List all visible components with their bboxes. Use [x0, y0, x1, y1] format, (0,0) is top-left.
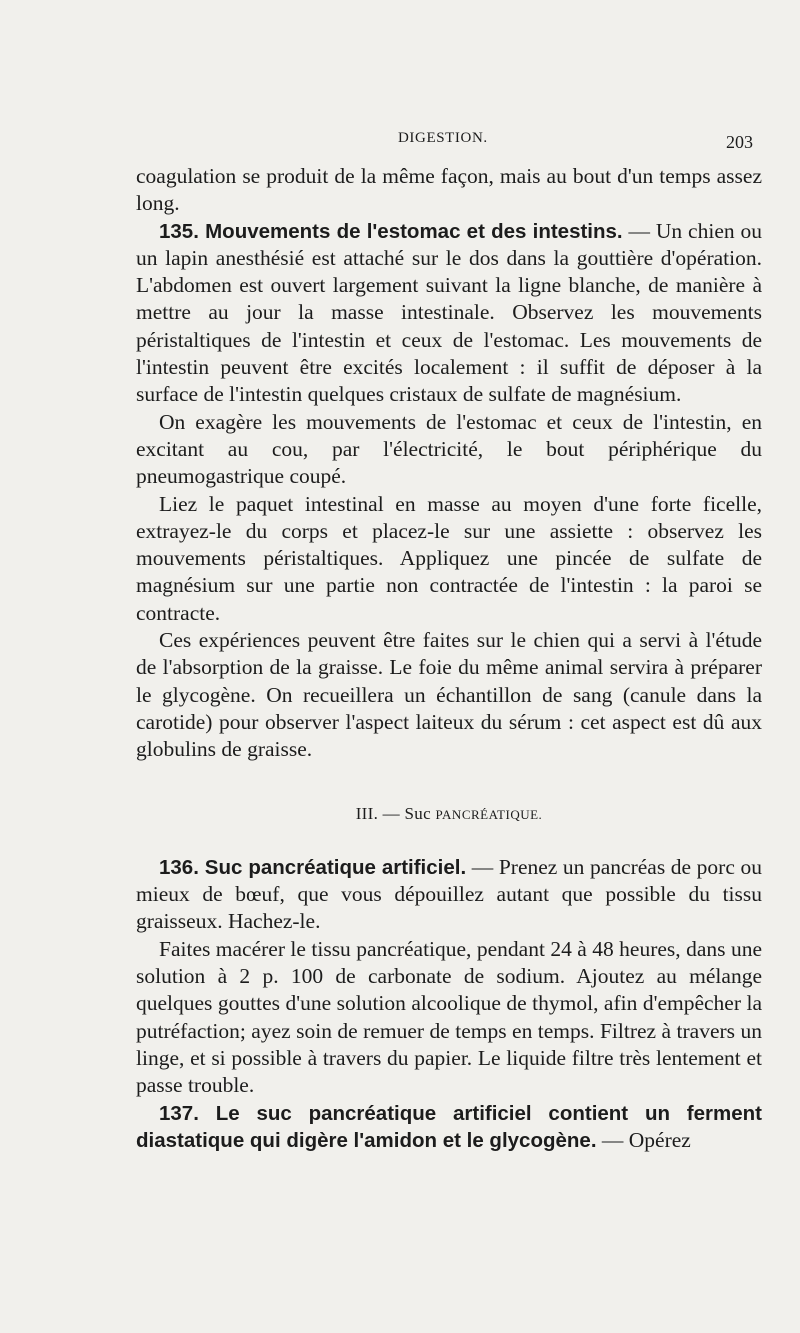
paragraph: On exagère les mouvements de l'estomac et ceux de l'intestin, en excitant au cou, par l'électricité, le bout périphérique du pneumogastrique coupé.: [136, 409, 762, 489]
paragraph-135: [136, 218, 762, 409]
heading-135: 135. Mouvements de l'estomac et des intestins.: [159, 219, 623, 243]
paragraph-continuation: coagulation se produit de la même façon, mais au bout d'un temps assez long.: [136, 164, 762, 216]
paragraph: Ces expériences peuvent être faites sur le chien qui a servi à l'étude de l'absorption de la graisse. Le foie du même animal servira à préparer le glycogène. On recueillera un échantillon de sang (canule dans la carotide) pour observer l'aspect laiteux du sérum : cet aspect est dû aux globulins de graisse.: [136, 628, 762, 762]
section-title-rest: PANCRÉATIQUE.: [435, 806, 543, 822]
page-number: 203: [726, 132, 753, 152]
section-number: III. —: [355, 803, 405, 823]
paragraph: Faites macérer le tissu pancréatique, pendant 24 à 48 heures, dans une solution à 2 p. 100 de carbonate de sodium. Ajoutez au mélange quelques gouttes d'une solution alcoolique de thymol, afin d'empêcher la putréfaction; ayez soin de remuer de temps en temps. Filtrez à travers un linge, et si possible à travers du papier. Le liquide filtre très lentement et passe trouble.: [136, 936, 762, 1098]
paragraph-136-text: — Prenez un pancréas de porc ou mieux de bœuf, que vous dépouillez autant que possible du tissu graisseux. Hachez-le.: [136, 854, 762, 934]
paragraph-136: [136, 854, 762, 936]
running-head: [0, 130, 800, 154]
paragraph-137-text: — Opérez: [596, 1127, 691, 1152]
section-title: [136, 800, 762, 828]
heading-137: 137. Le suc pancréatique artificiel contient un ferment diastatique qui digère l'amidon et le glycogène.: [136, 1101, 762, 1152]
paragraph-137: [136, 1100, 762, 1155]
paragraph: Liez le paquet intestinal en masse au moyen d'une forte ficelle, extrayez-le du corps et placez-le sur une assiette : observez les mouvements péristaltiques. Appliquez une pincée de sulfate de magnésium sur une partie non contractée de l'intestin : la paroi se contracte.: [136, 491, 762, 625]
paragraph-135-text: — Un chien ou un lapin anesthésié est attaché sur le dos dans la gouttière d'opération. L'abdomen est ouvert largement suivant la ligne blanche, de manière à mettre au jour la masse intestinale. Observez les mouvements péristaltiques de l'intestin et ceux de l'estomac. Les mouvements de l'intestin peuvent être excités localement : il suffit de déposer à la surface de l'intestin quelques cristaux de sulfate de magnésium.: [136, 218, 763, 407]
body-text: [136, 163, 762, 1154]
running-title: DIGESTION.: [398, 130, 488, 146]
heading-136: 136. Suc pancréatique artificiel.: [159, 855, 467, 879]
section-title-initial: Suc: [404, 803, 436, 823]
